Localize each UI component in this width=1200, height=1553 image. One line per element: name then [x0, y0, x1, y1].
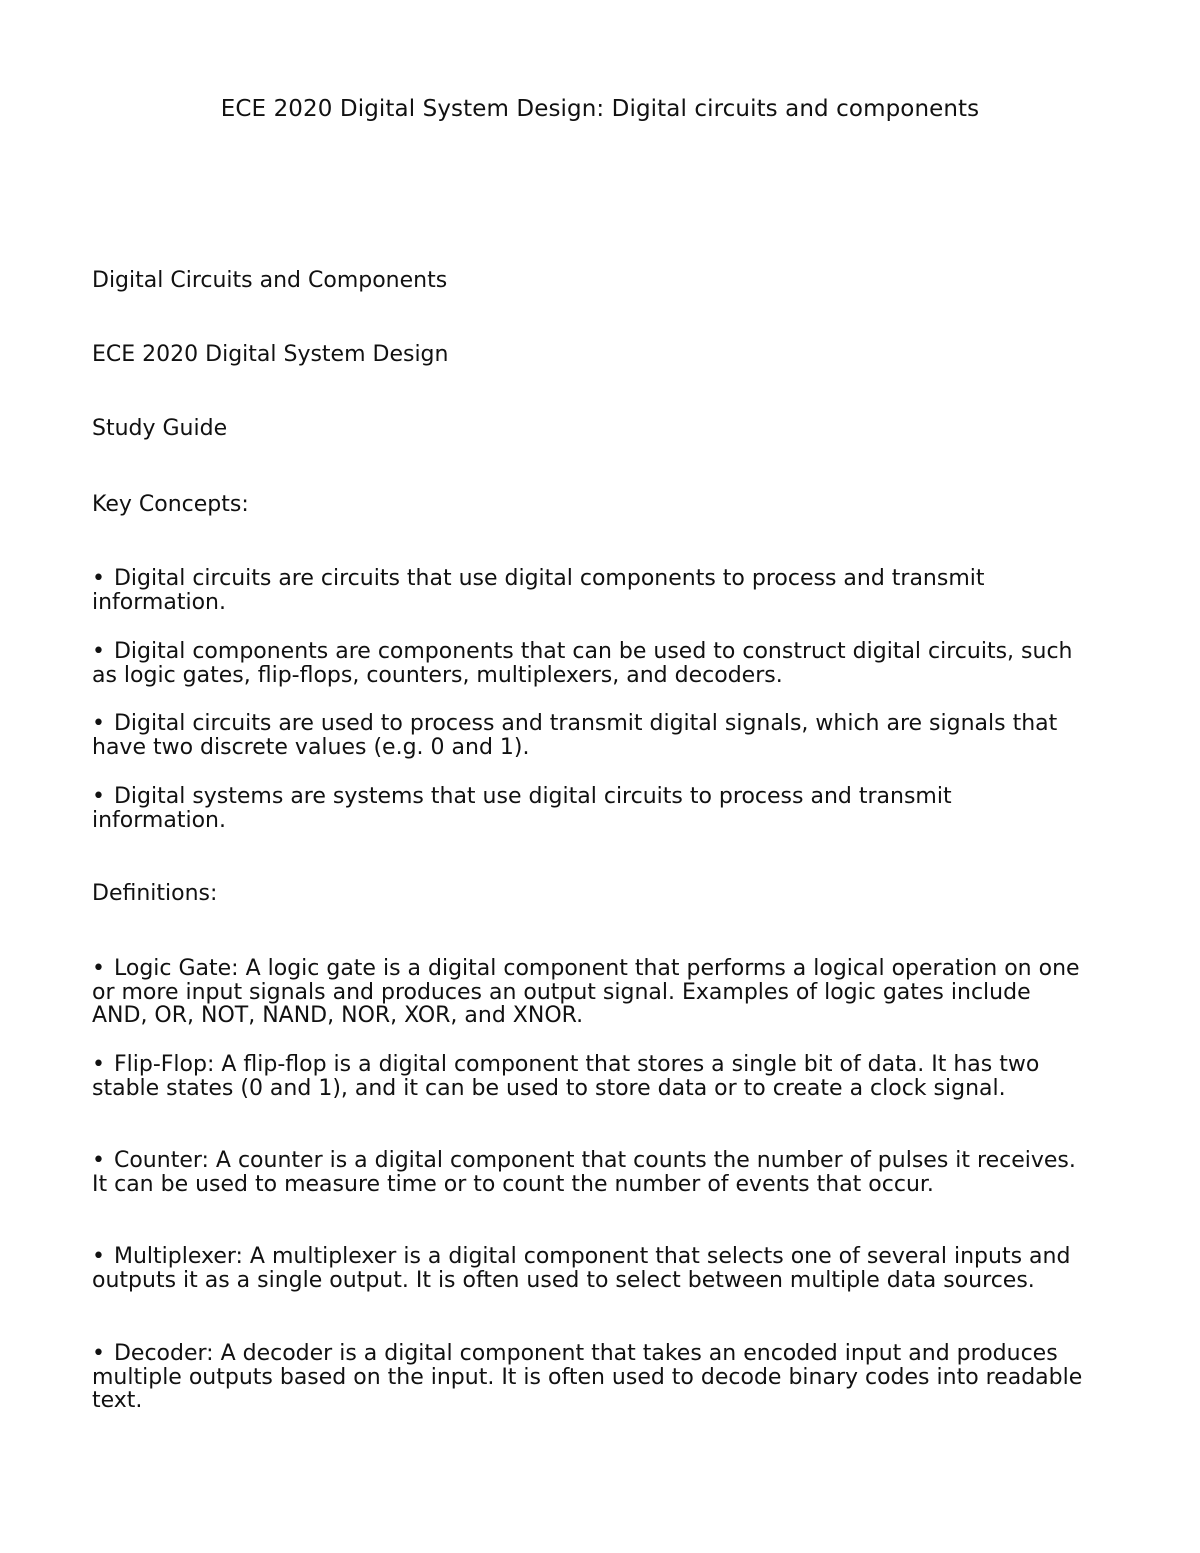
definition-text: Counter: A counter is a digital component that counts the number of pulses it receives. It can be used to measure time or to count the number of events that occur.	[92, 1148, 1076, 1197]
definition-item	[92, 1149, 1092, 1196]
key-concepts-label: Key Concepts:	[92, 492, 249, 517]
definitions-label: Definitions:	[92, 881, 218, 906]
bullet-icon: •	[92, 1244, 105, 1269]
key-concept-item	[92, 712, 1092, 759]
definition-item	[92, 1245, 1092, 1292]
key-concept-item	[92, 640, 1092, 687]
bullet-icon: •	[92, 956, 105, 981]
definition-item	[92, 1342, 1092, 1413]
definition-text: Logic Gate: A logic gate is a digital component that performs a logical operation on one or more input signals and produces an output signal. Examples of logic gates include AND, OR, NOT, NAND, NOR, XOR, and XNOR.	[92, 956, 1080, 1028]
definition-item	[92, 957, 1092, 1028]
bullet-icon: •	[92, 639, 105, 664]
heading-study-guide: Study Guide	[92, 416, 228, 441]
key-concept-text: Digital components are components that can be used to construct digital circuits, such as logic gates, flip-flops, counters, multiplexers, and decoders.	[92, 639, 1073, 688]
bullet-icon: •	[92, 1052, 105, 1077]
key-concept-text: Digital circuits are circuits that use digital components to process and transmit information.	[92, 566, 985, 615]
bullet-icon: •	[92, 711, 105, 736]
definition-item	[92, 1053, 1092, 1100]
document-title: ECE 2020 Digital System Design: Digital circuits and components	[220, 96, 980, 122]
key-concept-item	[92, 785, 1092, 832]
key-concept-text: Digital circuits are used to process and transmit digital signals, which are signals that have two discrete values (e.g. 0 and 1).	[92, 711, 1058, 760]
key-concept-item	[92, 567, 1092, 614]
definition-text: Multiplexer: A multiplexer is a digital component that selects one of several inputs and outputs it as a single output. It is often used to select between multiple data sources.	[92, 1244, 1071, 1293]
heading-digital-circuits: Digital Circuits and Components	[92, 268, 448, 293]
key-concept-text: Digital systems are systems that use digital circuits to process and transmit information.	[92, 784, 952, 833]
definition-text: Decoder: A decoder is a digital component that takes an encoded input and produces multiple outputs based on the input. It is often used to decode binary codes into readable text.	[92, 1341, 1083, 1413]
bullet-icon: •	[92, 566, 105, 591]
heading-course: ECE 2020 Digital System Design	[92, 342, 449, 367]
bullet-icon: •	[92, 1341, 105, 1366]
bullet-icon: •	[92, 784, 105, 809]
definition-text: Flip-Flop: A flip-flop is a digital component that stores a single bit of data. It has two stable states (0 and 1), and it can be used to store data or to create a clock signal.	[92, 1052, 1040, 1101]
bullet-icon: •	[92, 1148, 105, 1173]
